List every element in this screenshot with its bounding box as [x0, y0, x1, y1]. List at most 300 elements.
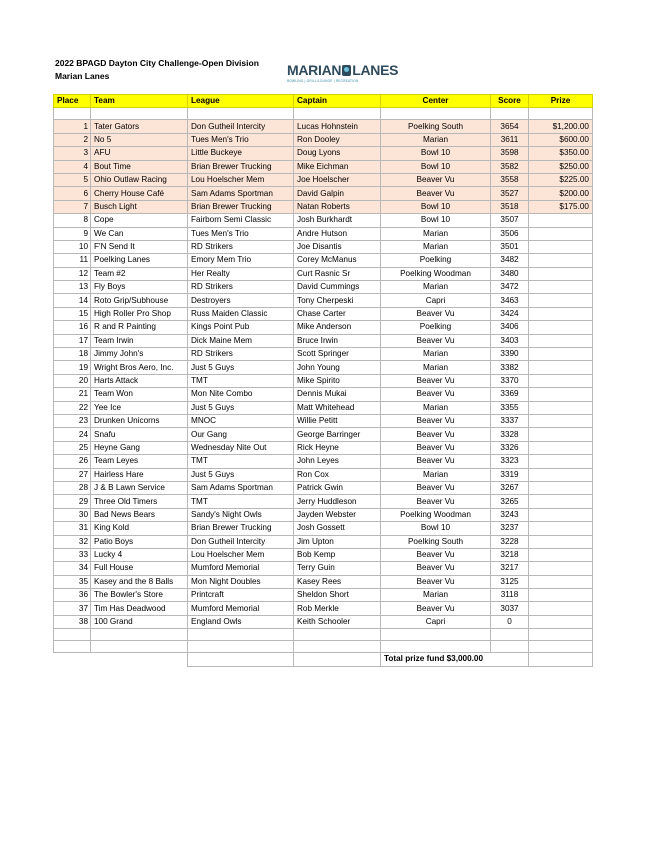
cell-captain: Curt Rasnic Sr	[294, 267, 381, 280]
cell-captain: Matt Whitehead	[294, 401, 381, 414]
cell-center: Poelking Woodman	[381, 508, 491, 521]
cell-score: 3507	[491, 214, 529, 227]
cell-center: Beaver Vu	[381, 428, 491, 441]
cell-place: 7	[54, 200, 91, 213]
table-row	[54, 133, 593, 146]
cell-captain: Rob Merkle	[294, 602, 381, 615]
cell-league: Lou Hoelscher Mem	[188, 548, 294, 561]
cell-prize	[529, 374, 593, 387]
cell-league: Little Buckeye	[188, 147, 294, 160]
table-row	[54, 187, 593, 200]
cell-score: 3228	[491, 535, 529, 548]
cell-score: 3527	[491, 187, 529, 200]
cell-prize	[529, 348, 593, 361]
cell-prize	[529, 481, 593, 494]
cell-prize	[529, 508, 593, 521]
cell-team: Hairless Hare	[91, 468, 188, 481]
cell-place: 14	[54, 294, 91, 307]
cell-team: Three Old Timers	[91, 495, 188, 508]
table-row	[54, 468, 593, 481]
cell-score: 3403	[491, 334, 529, 347]
cell-center: Marian	[381, 361, 491, 374]
cell-place: 12	[54, 267, 91, 280]
cell-score: 3118	[491, 589, 529, 602]
cell-captain: Lucas Hohnstein	[294, 120, 381, 133]
cell-place: 1	[54, 120, 91, 133]
cell-center: Beaver Vu	[381, 334, 491, 347]
cell-score: 3323	[491, 455, 529, 468]
cell-captain: David Galpin	[294, 187, 381, 200]
cell-center: Bowl 10	[381, 200, 491, 213]
cell-place: 9	[54, 227, 91, 240]
cell-team: No 5	[91, 133, 188, 146]
cell-league: Brian Brewer Trucking	[188, 160, 294, 173]
cell-score: 3598	[491, 147, 529, 160]
cell-team: Snafu	[91, 428, 188, 441]
cell-score: 0	[491, 615, 529, 628]
cell-prize	[529, 214, 593, 227]
cell-league: Wednesday Nite Out	[188, 441, 294, 454]
cell-captain: John Leyes	[294, 455, 381, 468]
cell-league: Fairborn Semi Classic	[188, 214, 294, 227]
cell-score: 3390	[491, 348, 529, 361]
cell-league: Don Gutheil Intercity	[188, 535, 294, 548]
cell-captain: Jerry Huddleson	[294, 495, 381, 508]
cell-captain: David Cummings	[294, 281, 381, 294]
cell-league: Just 5 Guys	[188, 468, 294, 481]
cell-captain: Sheldon Short	[294, 589, 381, 602]
logo-word-right: LANES	[352, 62, 399, 78]
cell-captain: Willie Petitt	[294, 414, 381, 427]
cell-place: 32	[54, 535, 91, 548]
cell-place: 21	[54, 388, 91, 401]
table-row	[54, 414, 593, 427]
cell-team: Fly Boys	[91, 281, 188, 294]
cell-score: 3267	[491, 481, 529, 494]
cell-prize	[529, 307, 593, 320]
table-row	[54, 522, 593, 535]
cell-score: 3501	[491, 240, 529, 253]
cell-score: 3482	[491, 254, 529, 267]
cell-captain: Terry Guin	[294, 562, 381, 575]
cell-center: Beaver Vu	[381, 575, 491, 588]
cell-team: F'N Send It	[91, 240, 188, 253]
cell-prize	[529, 294, 593, 307]
table-row	[54, 535, 593, 548]
cell-team: Yee Ice	[91, 401, 188, 414]
table-row	[54, 214, 593, 227]
cell-prize	[529, 227, 593, 240]
cell-captain: Josh Burkhardt	[294, 214, 381, 227]
cell-prize	[529, 267, 593, 280]
cell-league: Destroyers	[188, 294, 294, 307]
cell-captain: Bob Kemp	[294, 548, 381, 561]
cell-score: 3319	[491, 468, 529, 481]
cell-prize	[529, 562, 593, 575]
cell-team: Team #2	[91, 267, 188, 280]
cell-center: Marian	[381, 401, 491, 414]
cell-captain: Jayden Webster	[294, 508, 381, 521]
cell-score: 3382	[491, 361, 529, 374]
cell-score: 3125	[491, 575, 529, 588]
table-row	[54, 281, 593, 294]
cell-team: 100 Grand	[91, 615, 188, 628]
page-subtitle: Marian Lanes	[55, 71, 110, 81]
cell-center: Marian	[381, 348, 491, 361]
cell-place: 27	[54, 468, 91, 481]
cell-center: Beaver Vu	[381, 388, 491, 401]
table-row	[54, 548, 593, 561]
cell-score: 3243	[491, 508, 529, 521]
table-row	[54, 254, 593, 267]
cell-place: 6	[54, 187, 91, 200]
results-table	[53, 94, 593, 667]
cell-place: 22	[54, 401, 91, 414]
cell-team: Team Won	[91, 388, 188, 401]
table-row	[54, 334, 593, 347]
cell-place: 20	[54, 374, 91, 387]
cell-score: 3337	[491, 414, 529, 427]
cell-captain: John Young	[294, 361, 381, 374]
blank-row	[54, 629, 593, 641]
cell-team: King Kold	[91, 522, 188, 535]
cell-team: Poelking Lanes	[91, 254, 188, 267]
table-row	[54, 441, 593, 454]
cell-league: Sam Adams Sportman	[188, 187, 294, 200]
cell-place: 24	[54, 428, 91, 441]
cell-league: Sandy's Night Owls	[188, 508, 294, 521]
cell-prize: $225.00	[529, 173, 593, 186]
table-row	[54, 348, 593, 361]
cell-score: 3480	[491, 267, 529, 280]
table-row	[54, 294, 593, 307]
cell-center: Beaver Vu	[381, 374, 491, 387]
cell-league: TMT	[188, 455, 294, 468]
page-title: 2022 BPAGD Dayton City Challenge-Open Division	[55, 58, 259, 68]
cell-place: 28	[54, 481, 91, 494]
cell-score: 3611	[491, 133, 529, 146]
cell-prize	[529, 441, 593, 454]
cell-prize	[529, 321, 593, 334]
cell-prize: $350.00	[529, 147, 593, 160]
bowling-pin-icon	[342, 65, 351, 76]
cell-place: 13	[54, 281, 91, 294]
cell-center: Poelking Woodman	[381, 267, 491, 280]
cell-place: 16	[54, 321, 91, 334]
cell-score: 3369	[491, 388, 529, 401]
cell-center: Marian	[381, 468, 491, 481]
cell-prize	[529, 388, 593, 401]
cell-prize	[529, 361, 593, 374]
cell-league: Printcraft	[188, 589, 294, 602]
cell-prize: $1,200.00	[529, 120, 593, 133]
cell-league: Mumford Memorial	[188, 562, 294, 575]
cell-score: 3558	[491, 173, 529, 186]
cell-prize: $250.00	[529, 160, 593, 173]
cell-league: Emory Mem Trio	[188, 254, 294, 267]
cell-center: Beaver Vu	[381, 602, 491, 615]
cell-place: 23	[54, 414, 91, 427]
total-row	[54, 653, 593, 666]
cell-center: Beaver Vu	[381, 548, 491, 561]
table-row	[54, 455, 593, 468]
cell-team: Drunken Unicorns	[91, 414, 188, 427]
cell-captain: Jim Upton	[294, 535, 381, 548]
marian-lanes-logo	[287, 62, 399, 87]
cell-team: Wright Bros Aero, Inc.	[91, 361, 188, 374]
table-row	[54, 173, 593, 186]
cell-place: 33	[54, 548, 91, 561]
cell-captain: Keith Schooler	[294, 615, 381, 628]
cell-team: Team Irwin	[91, 334, 188, 347]
table-row	[54, 307, 593, 320]
cell-score: 3355	[491, 401, 529, 414]
cell-league: England Owls	[188, 615, 294, 628]
cell-place: 30	[54, 508, 91, 521]
cell-center: Marian	[381, 133, 491, 146]
cell-place: 34	[54, 562, 91, 575]
cell-captain: Scott Springer	[294, 348, 381, 361]
cell-league: Dick Maine Mem	[188, 334, 294, 347]
cell-place: 36	[54, 589, 91, 602]
cell-captain: Chase Carter	[294, 307, 381, 320]
cell-score: 3237	[491, 522, 529, 535]
header-row	[54, 95, 593, 108]
cell-prize	[529, 535, 593, 548]
cell-team: Jimmy John's	[91, 348, 188, 361]
col-header-prize: Prize	[529, 95, 593, 108]
cell-center: Capri	[381, 294, 491, 307]
cell-center: Marian	[381, 227, 491, 240]
cell-place: 31	[54, 522, 91, 535]
logo-word-left: MARIAN	[287, 62, 342, 78]
cell-league: Tues Men's Trio	[188, 227, 294, 240]
cell-league: Brian Brewer Trucking	[188, 522, 294, 535]
cell-league: RD Strikers	[188, 348, 294, 361]
cell-league: Just 5 Guys	[188, 401, 294, 414]
cell-center: Marian	[381, 240, 491, 253]
cell-prize	[529, 240, 593, 253]
cell-score: 3582	[491, 160, 529, 173]
cell-captain: Josh Gossett	[294, 522, 381, 535]
cell-league: Our Gang	[188, 428, 294, 441]
table-row	[54, 589, 593, 602]
cell-team: R and R Painting	[91, 321, 188, 334]
cell-captain: Mike Spirito	[294, 374, 381, 387]
col-header-place: Place	[54, 95, 91, 108]
cell-team: Roto Grip/Subhouse	[91, 294, 188, 307]
cell-league: RD Strikers	[188, 240, 294, 253]
cell-place: 5	[54, 173, 91, 186]
cell-place: 11	[54, 254, 91, 267]
cell-captain: Ron Cox	[294, 468, 381, 481]
cell-captain: Ron Dooley	[294, 133, 381, 146]
table-row	[54, 240, 593, 253]
col-header-league: League	[188, 95, 294, 108]
table-row	[54, 200, 593, 213]
cell-captain: George Barringer	[294, 428, 381, 441]
cell-league: TMT	[188, 495, 294, 508]
cell-score: 3328	[491, 428, 529, 441]
cell-center: Bowl 10	[381, 522, 491, 535]
cell-captain: Dennis Mukai	[294, 388, 381, 401]
cell-league: Mon Night Doubles	[188, 575, 294, 588]
cell-center: Poelking South	[381, 120, 491, 133]
cell-prize	[529, 575, 593, 588]
cell-prize	[529, 281, 593, 294]
cell-place: 25	[54, 441, 91, 454]
cell-league: Just 5 Guys	[188, 361, 294, 374]
cell-league: Kings Point Pub	[188, 321, 294, 334]
table-row	[54, 575, 593, 588]
cell-captain: Kasey Rees	[294, 575, 381, 588]
cell-place: 10	[54, 240, 91, 253]
cell-team: J & B Lawn Service	[91, 481, 188, 494]
cell-score: 3370	[491, 374, 529, 387]
cell-team: Cherry House Café	[91, 187, 188, 200]
cell-league: Her Realty	[188, 267, 294, 280]
cell-league: Russ Maiden Classic	[188, 307, 294, 320]
cell-team: Patio Boys	[91, 535, 188, 548]
cell-team: Cope	[91, 214, 188, 227]
cell-center: Beaver Vu	[381, 481, 491, 494]
table-row	[54, 481, 593, 494]
cell-center: Beaver Vu	[381, 307, 491, 320]
cell-team: Full House	[91, 562, 188, 575]
cell-center: Beaver Vu	[381, 414, 491, 427]
cell-team: Busch Light	[91, 200, 188, 213]
cell-prize	[529, 414, 593, 427]
cell-prize	[529, 468, 593, 481]
cell-team: We Can	[91, 227, 188, 240]
cell-team: Team Leyes	[91, 455, 188, 468]
cell-captain: Andre Hutson	[294, 227, 381, 240]
cell-place: 19	[54, 361, 91, 374]
cell-center: Marian	[381, 281, 491, 294]
cell-league: Lou Hoelscher Mem	[188, 173, 294, 186]
cell-team: Ohio Outlaw Racing	[91, 173, 188, 186]
cell-captain: Tony Cherpeski	[294, 294, 381, 307]
cell-prize	[529, 401, 593, 414]
cell-prize	[529, 522, 593, 535]
col-header-captain: Captain	[294, 95, 381, 108]
col-header-team: Team	[91, 95, 188, 108]
cell-center: Beaver Vu	[381, 455, 491, 468]
cell-center: Poelking South	[381, 535, 491, 548]
cell-prize	[529, 254, 593, 267]
cell-center: Beaver Vu	[381, 173, 491, 186]
cell-center: Bowl 10	[381, 214, 491, 227]
table-row	[54, 428, 593, 441]
cell-place: 17	[54, 334, 91, 347]
cell-place: 18	[54, 348, 91, 361]
cell-place: 8	[54, 214, 91, 227]
cell-team: Lucky 4	[91, 548, 188, 561]
table-row	[54, 160, 593, 173]
cell-place: 15	[54, 307, 91, 320]
cell-team: Harts Attack	[91, 374, 188, 387]
table-row	[54, 562, 593, 575]
cell-score: 3424	[491, 307, 529, 320]
cell-score: 3037	[491, 602, 529, 615]
cell-prize: $600.00	[529, 133, 593, 146]
cell-captain: Mike Eichman	[294, 160, 381, 173]
cell-team: The Bowler's Store	[91, 589, 188, 602]
cell-score: 3506	[491, 227, 529, 240]
table-row	[54, 321, 593, 334]
table-row	[54, 615, 593, 628]
cell-league: Tues Men's Trio	[188, 133, 294, 146]
cell-prize: $175.00	[529, 200, 593, 213]
cell-score: 3463	[491, 294, 529, 307]
cell-league: Don Gutheil Intercity	[188, 120, 294, 133]
cell-captain: Rick Heyne	[294, 441, 381, 454]
cell-team: Bout Time	[91, 160, 188, 173]
cell-team: Bad News Bears	[91, 508, 188, 521]
logo-tagline: BOWLING | GRILL/LOUNGE | RECREATION	[287, 79, 359, 83]
table-row	[54, 495, 593, 508]
table-row	[54, 602, 593, 615]
cell-captain: Natan Roberts	[294, 200, 381, 213]
cell-center: Beaver Vu	[381, 441, 491, 454]
cell-place: 37	[54, 602, 91, 615]
cell-center: Poelking	[381, 254, 491, 267]
cell-place: 38	[54, 615, 91, 628]
cell-score: 3472	[491, 281, 529, 294]
cell-league: RD Strikers	[188, 281, 294, 294]
table-row	[54, 361, 593, 374]
cell-center: Bowl 10	[381, 147, 491, 160]
cell-captain: Mike Anderson	[294, 321, 381, 334]
cell-center: Beaver Vu	[381, 562, 491, 575]
cell-team: Kasey and the 8 Balls	[91, 575, 188, 588]
cell-prize	[529, 334, 593, 347]
cell-prize	[529, 495, 593, 508]
cell-captain: Joe Hoelscher	[294, 173, 381, 186]
blank-row	[54, 108, 593, 120]
cell-center: Capri	[381, 615, 491, 628]
cell-center: Beaver Vu	[381, 495, 491, 508]
cell-prize	[529, 455, 593, 468]
cell-captain: Patrick Gwin	[294, 481, 381, 494]
table-row	[54, 267, 593, 280]
cell-captain: Corey McManus	[294, 254, 381, 267]
cell-place: 4	[54, 160, 91, 173]
title-block	[55, 57, 259, 83]
cell-score: 3218	[491, 548, 529, 561]
cell-prize	[529, 602, 593, 615]
table-row	[54, 147, 593, 160]
cell-captain: Joe Disantis	[294, 240, 381, 253]
blank-row	[54, 641, 593, 653]
cell-score: 3654	[491, 120, 529, 133]
table-row	[54, 227, 593, 240]
total-prize-fund: Total prize fund $3,000.00	[381, 653, 529, 666]
cell-place: 3	[54, 147, 91, 160]
cell-place: 2	[54, 133, 91, 146]
col-header-center: Center	[381, 95, 491, 108]
cell-score: 3217	[491, 562, 529, 575]
cell-league: Brian Brewer Trucking	[188, 200, 294, 213]
cell-league: MNOC	[188, 414, 294, 427]
cell-place: 35	[54, 575, 91, 588]
cell-place: 29	[54, 495, 91, 508]
col-header-score: Score	[491, 95, 529, 108]
cell-prize: $200.00	[529, 187, 593, 200]
cell-prize	[529, 428, 593, 441]
cell-center: Bowl 10	[381, 160, 491, 173]
cell-league: Sam Adams Sportman	[188, 481, 294, 494]
